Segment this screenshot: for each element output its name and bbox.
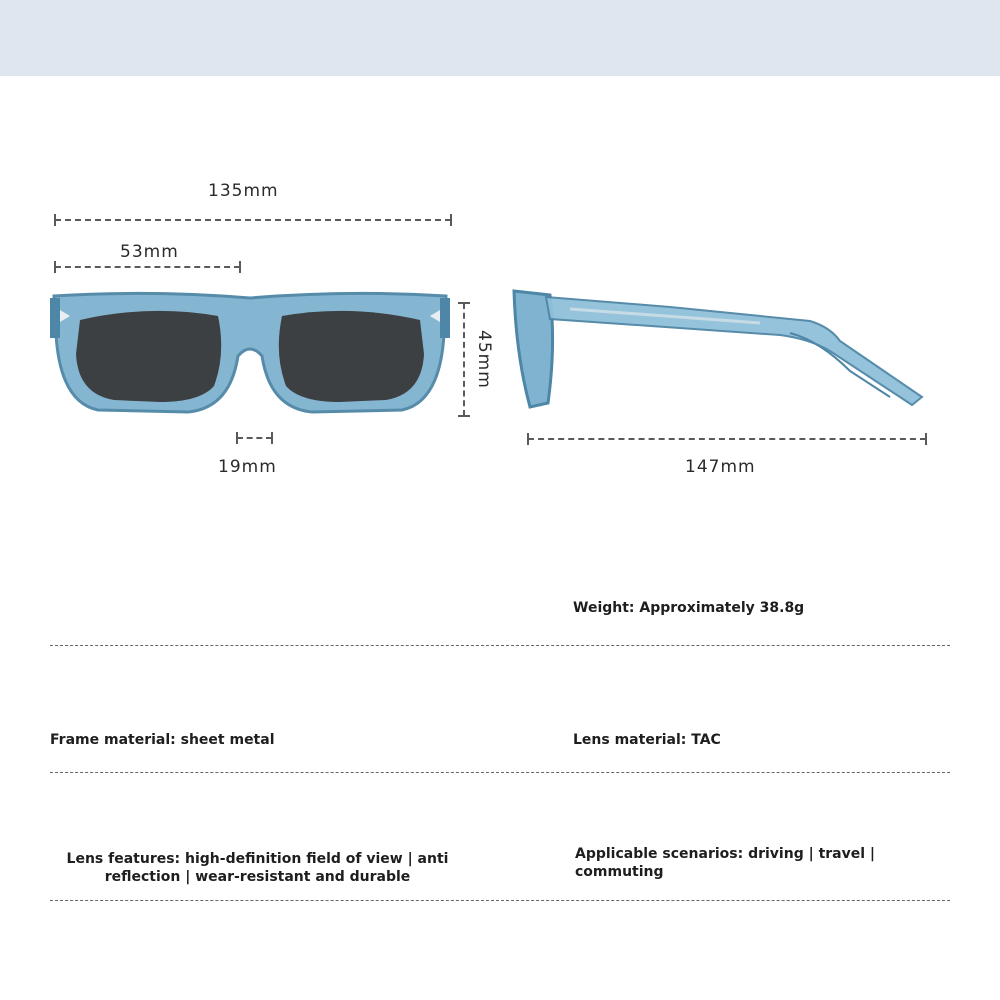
side-temple-arm xyxy=(546,297,922,405)
side-front-rim xyxy=(514,291,553,407)
lens-features-line-1: Lens features: high-definition field of view | anti xyxy=(66,851,449,867)
separator-3 xyxy=(50,900,950,901)
lens-features-line-2: reflection | wear-resistant and durable xyxy=(104,869,411,885)
left-lens xyxy=(76,311,221,402)
scenarios-spec xyxy=(575,845,875,881)
temple-length-label: 147mm xyxy=(685,457,756,477)
weight-spec: Weight: Approximately 38.8g xyxy=(573,600,805,616)
sunglasses-side-image xyxy=(510,285,930,415)
separator-2 xyxy=(50,772,950,773)
lens-height-line xyxy=(463,303,465,416)
total-width-label: 135mm xyxy=(208,181,279,201)
frame-material-spec: Frame material: sheet metal xyxy=(50,732,275,748)
sunglasses-front-image xyxy=(50,290,450,420)
lens-width-line xyxy=(55,266,240,268)
lens-width-label: 53mm xyxy=(120,242,179,262)
top-banner xyxy=(0,0,1000,76)
scenarios-line-1: Applicable scenarios: driving | travel | xyxy=(575,846,876,862)
left-hinge xyxy=(50,298,60,338)
bridge-width-line xyxy=(237,437,272,439)
total-width-line xyxy=(55,219,451,221)
separator-1 xyxy=(50,645,950,646)
lens-material-spec: Lens material: TAC xyxy=(573,732,721,748)
temple-length-line xyxy=(528,438,926,440)
lens-features-spec xyxy=(50,850,465,886)
scenarios-line-2: commuting xyxy=(575,864,664,880)
right-lens xyxy=(279,311,424,402)
bridge-width-label: 19mm xyxy=(218,457,277,477)
right-hinge xyxy=(440,298,450,338)
lens-height-label: 45mm xyxy=(474,330,494,389)
